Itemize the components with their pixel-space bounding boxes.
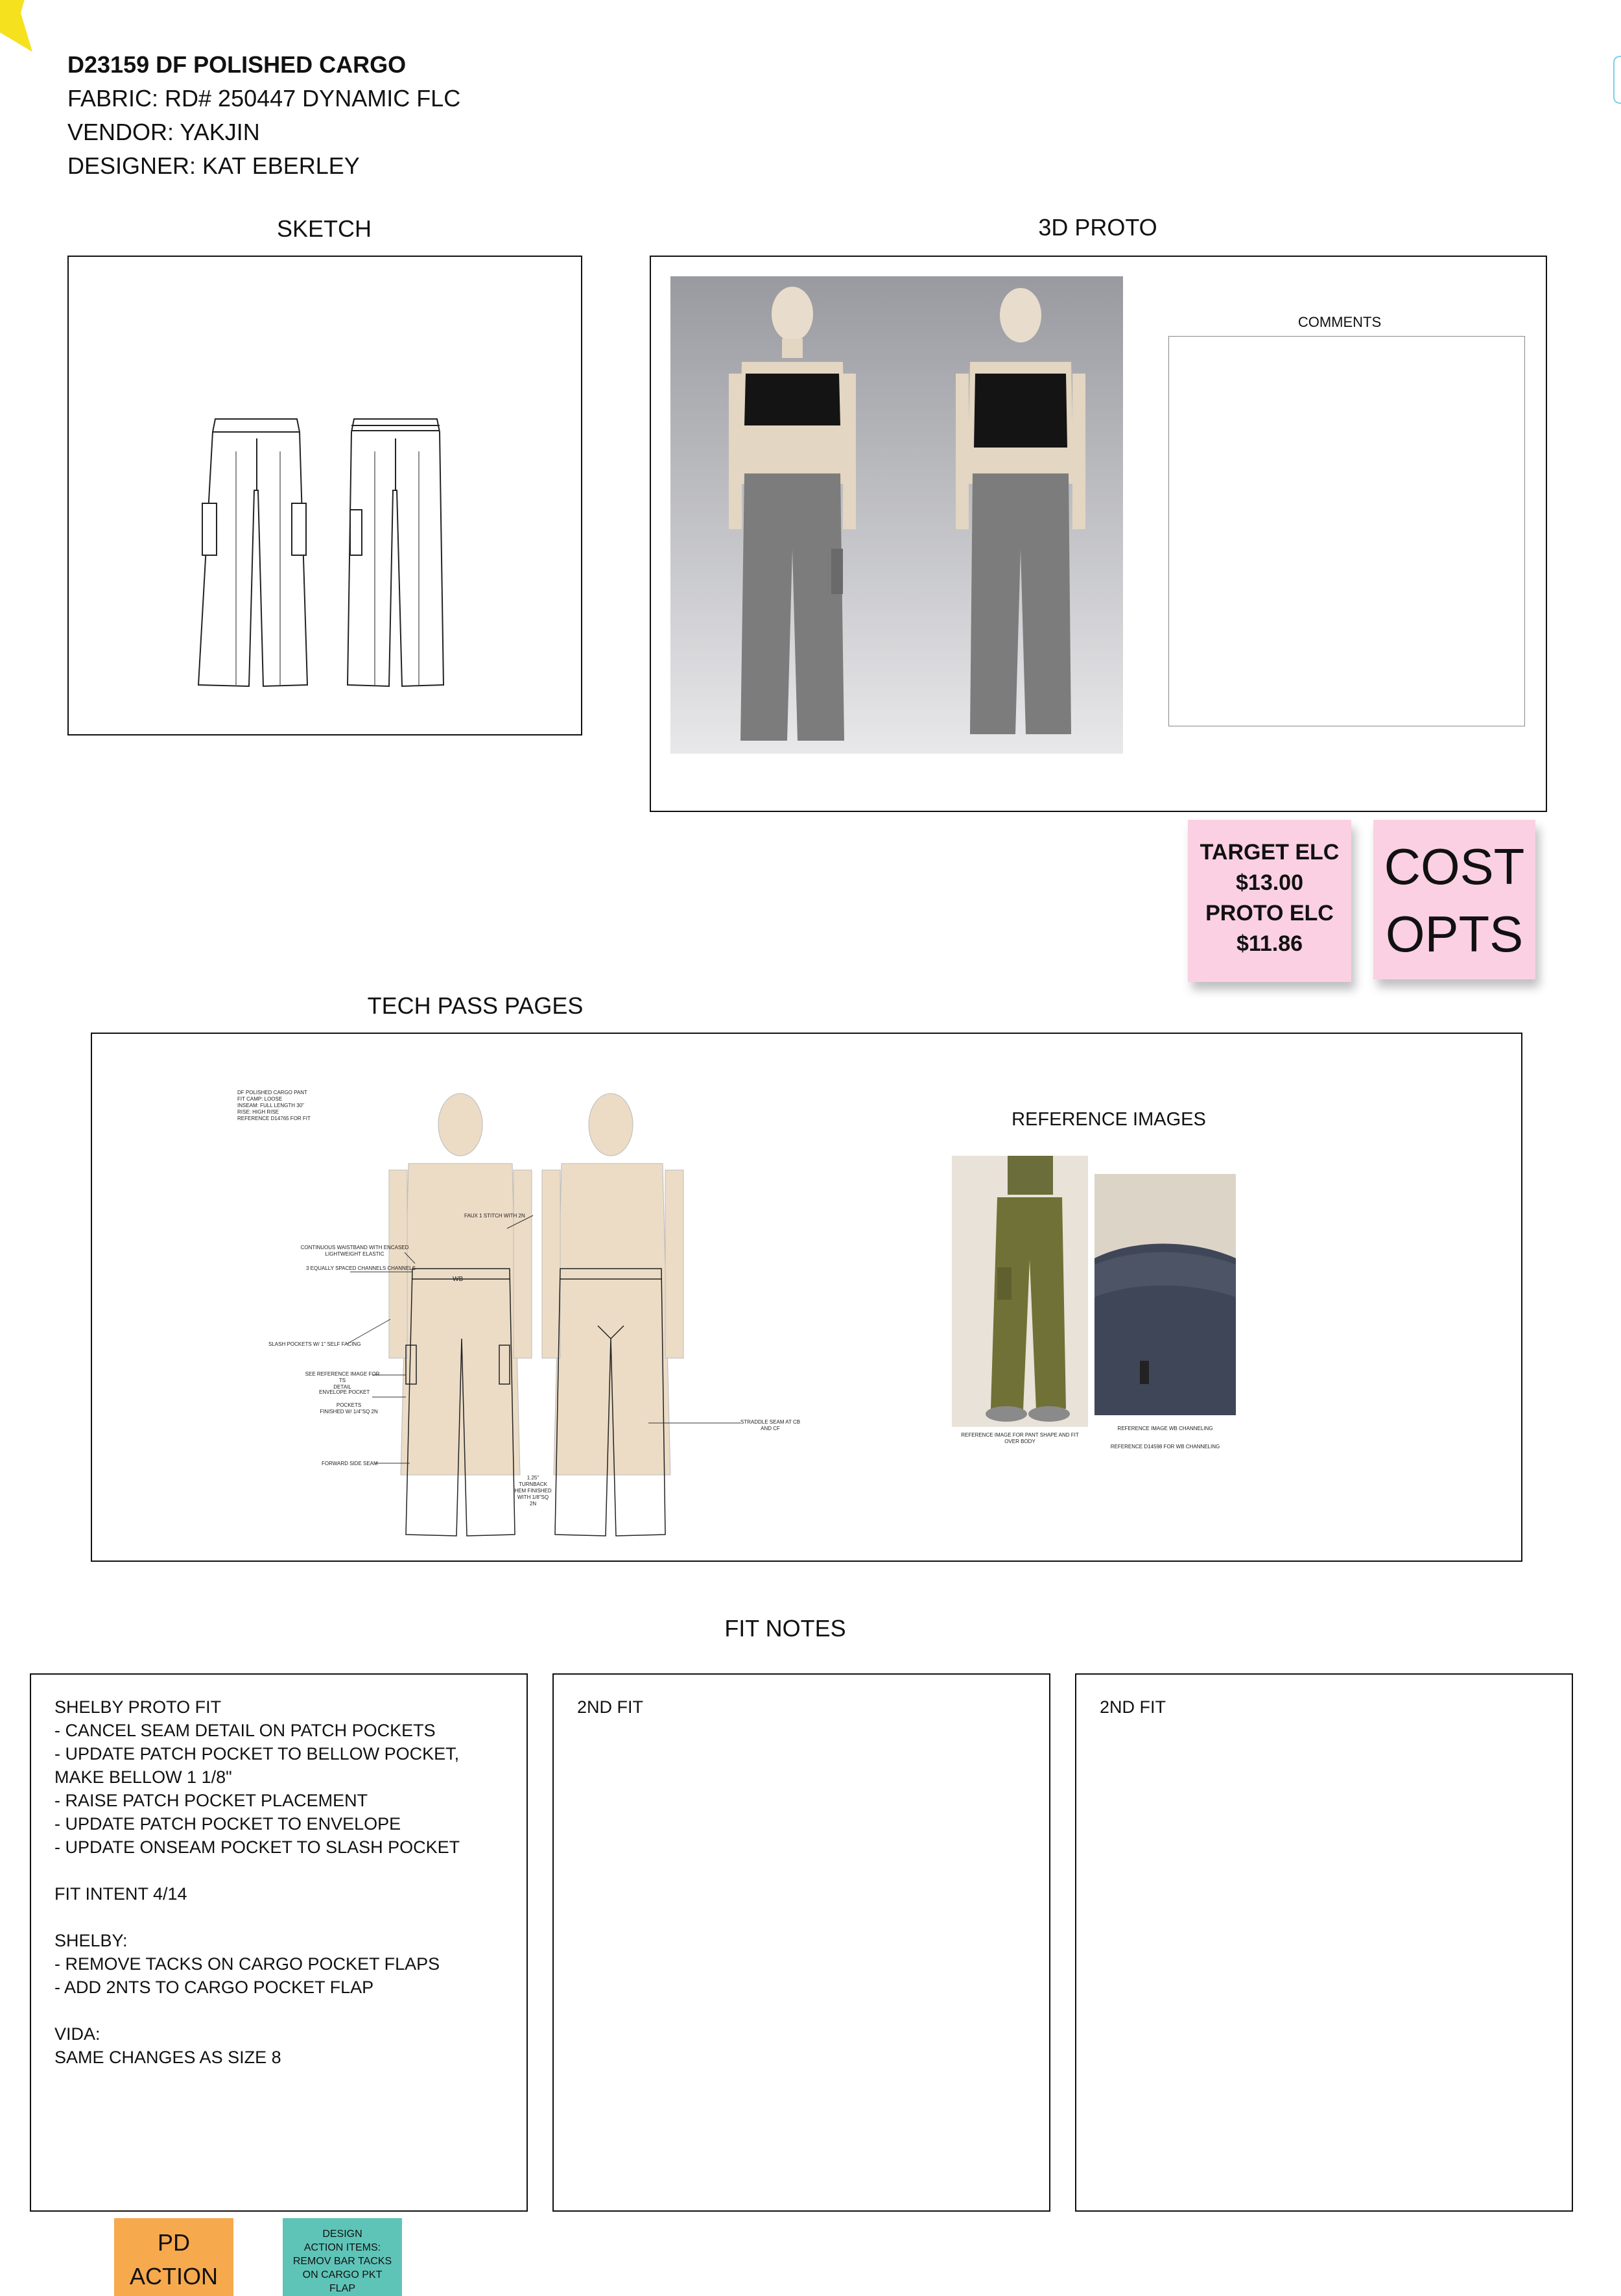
- fit-notes-box-3[interactable]: 2ND FIT: [1075, 1673, 1573, 2212]
- pricing-sticky-note[interactable]: [1188, 820, 1351, 982]
- comments-label: COMMENTS: [1297, 314, 1382, 330]
- tech-pass-title: TECH PASS PAGES: [367, 992, 584, 1019]
- fit-notes-box-1[interactable]: SHELBY PROTO FIT - CANCEL SEAM DETAIL ON PATCH POCKETS - UPDATE PATCH POCKET TO BELLOW POCKET, MAKE BELLOW 1 1/8" - RAISE PATCH POCKET PLACEMENT - UPDATE PATCH POCKET TO ENVELOPE - UPDATE ONSEAM POCKET TO SLASH POCKET FIT INTENT 4/14 SHELBY: - REMOVE TACKS ON CARGO POCKET FLAPS - ADD 2NTS TO CARGO POCKET FLAP VIDA: SAME CHANGES AS SIZE 8: [30, 1673, 528, 2212]
- comments-box[interactable]: [1168, 336, 1525, 726]
- style-title: D23159 DF POLISHED CARGO: [67, 51, 407, 78]
- pd-action-sticky-note[interactable]: [114, 2218, 233, 2296]
- callout-pockets-finished: POCKETS FINISHED W/ 1/4"SQ 2N: [320, 1402, 378, 1415]
- callout-slash-pockets: SLASH POCKETS W/ 1" SELF FACING: [268, 1341, 361, 1347]
- target-elc-label: TARGET ELC: [1200, 840, 1340, 865]
- design-action-sticky-note[interactable]: DESIGN ACTION ITEMS: REMOV BAR TACKS ON CARGO PKT FLAP: [283, 2218, 402, 2296]
- pant-sketch-image: [69, 257, 581, 734]
- edge-marker: [1613, 56, 1621, 104]
- reference-pant-image: [952, 1156, 1088, 1427]
- proto-title: 3D PROTO: [1038, 214, 1157, 241]
- callout-faux-stitch: FAUX 1 STITCH WITH 2N: [464, 1213, 525, 1219]
- pd-action-line2: ACTION: [129, 2263, 218, 2290]
- proto-elc-label: PROTO ELC: [1205, 901, 1334, 926]
- proto-frame: [650, 256, 1547, 812]
- ref-caption-pant: REFERENCE IMAGE FOR PANT SHAPE AND FIT OVER BODY: [961, 1432, 1079, 1444]
- waist-label: WB: [453, 1276, 464, 1283]
- corner-sticky-note[interactable]: [0, 0, 45, 65]
- callout-envelope-pocket: ENVELOPE POCKET: [319, 1389, 370, 1395]
- callout-waistband: CONTINUOUS WAISTBAND WITH ENCASED LIGHTWEIGHT ELASTIC: [300, 1245, 409, 1257]
- target-elc-value: $13.00: [1236, 870, 1303, 895]
- vendor-line: VENDOR: YAKJIN: [67, 119, 260, 145]
- sketch-title: SKETCH: [276, 215, 372, 242]
- callout-forward-side-seam: FORWARD SIDE SEAM: [322, 1461, 378, 1466]
- ref-caption-wb2: REFERENCE D14598 FOR WB CHANNELING: [1110, 1444, 1220, 1450]
- callout-channels: 3 EQUALLY SPACED CHANNELS CHANNELS: [306, 1265, 416, 1271]
- callout-straddle-seam: STRADDLE SEAM AT CB AND CF: [740, 1419, 801, 1431]
- pd-action-line1: PD: [157, 2229, 190, 2256]
- star-icon: [0, 0, 45, 65]
- spec-block: DF POLISHED CARGO PANT FIT CAMP: LOOSE INSEAM: FULL LENGTH 30" RISE: HIGH RISE REFERENCE D14765 FOR FIT: [237, 1090, 311, 1121]
- tech-pass-frame: [91, 1033, 1522, 1562]
- callout-turnback-hem: 1.25" TURNBACK HEM FINISHED WITH 1/8"SQ 2N: [514, 1475, 552, 1507]
- designer-line: DESIGNER: KAT EBERLEY: [67, 152, 360, 179]
- fit-notes-title: FIT NOTES: [724, 1615, 846, 1642]
- cost-opts-line2: OPTS: [1385, 905, 1524, 963]
- tech-pass-figures: [92, 1034, 805, 1559]
- proto-elc-value: $11.86: [1236, 931, 1303, 956]
- reference-images-title: REFERENCE IMAGES: [1012, 1109, 1206, 1130]
- proto-3d-render: [670, 276, 1123, 754]
- ref-caption-wb: REFERENCE IMAGE WB CHANNELING: [1117, 1426, 1213, 1431]
- cost-opts-sticky-note[interactable]: [1373, 820, 1535, 979]
- fabric-line: FABRIC: RD# 250447 DYNAMIC FLC: [67, 85, 461, 112]
- cost-opts-line1: COST: [1384, 838, 1525, 895]
- sketch-frame: [67, 256, 582, 735]
- reference-wb-image: [1094, 1174, 1236, 1415]
- callout-see-reference: SEE REFERENCE IMAGE FOR TS DETAIL: [305, 1371, 380, 1390]
- fit-notes-box-2[interactable]: 2ND FIT: [552, 1673, 1050, 2212]
